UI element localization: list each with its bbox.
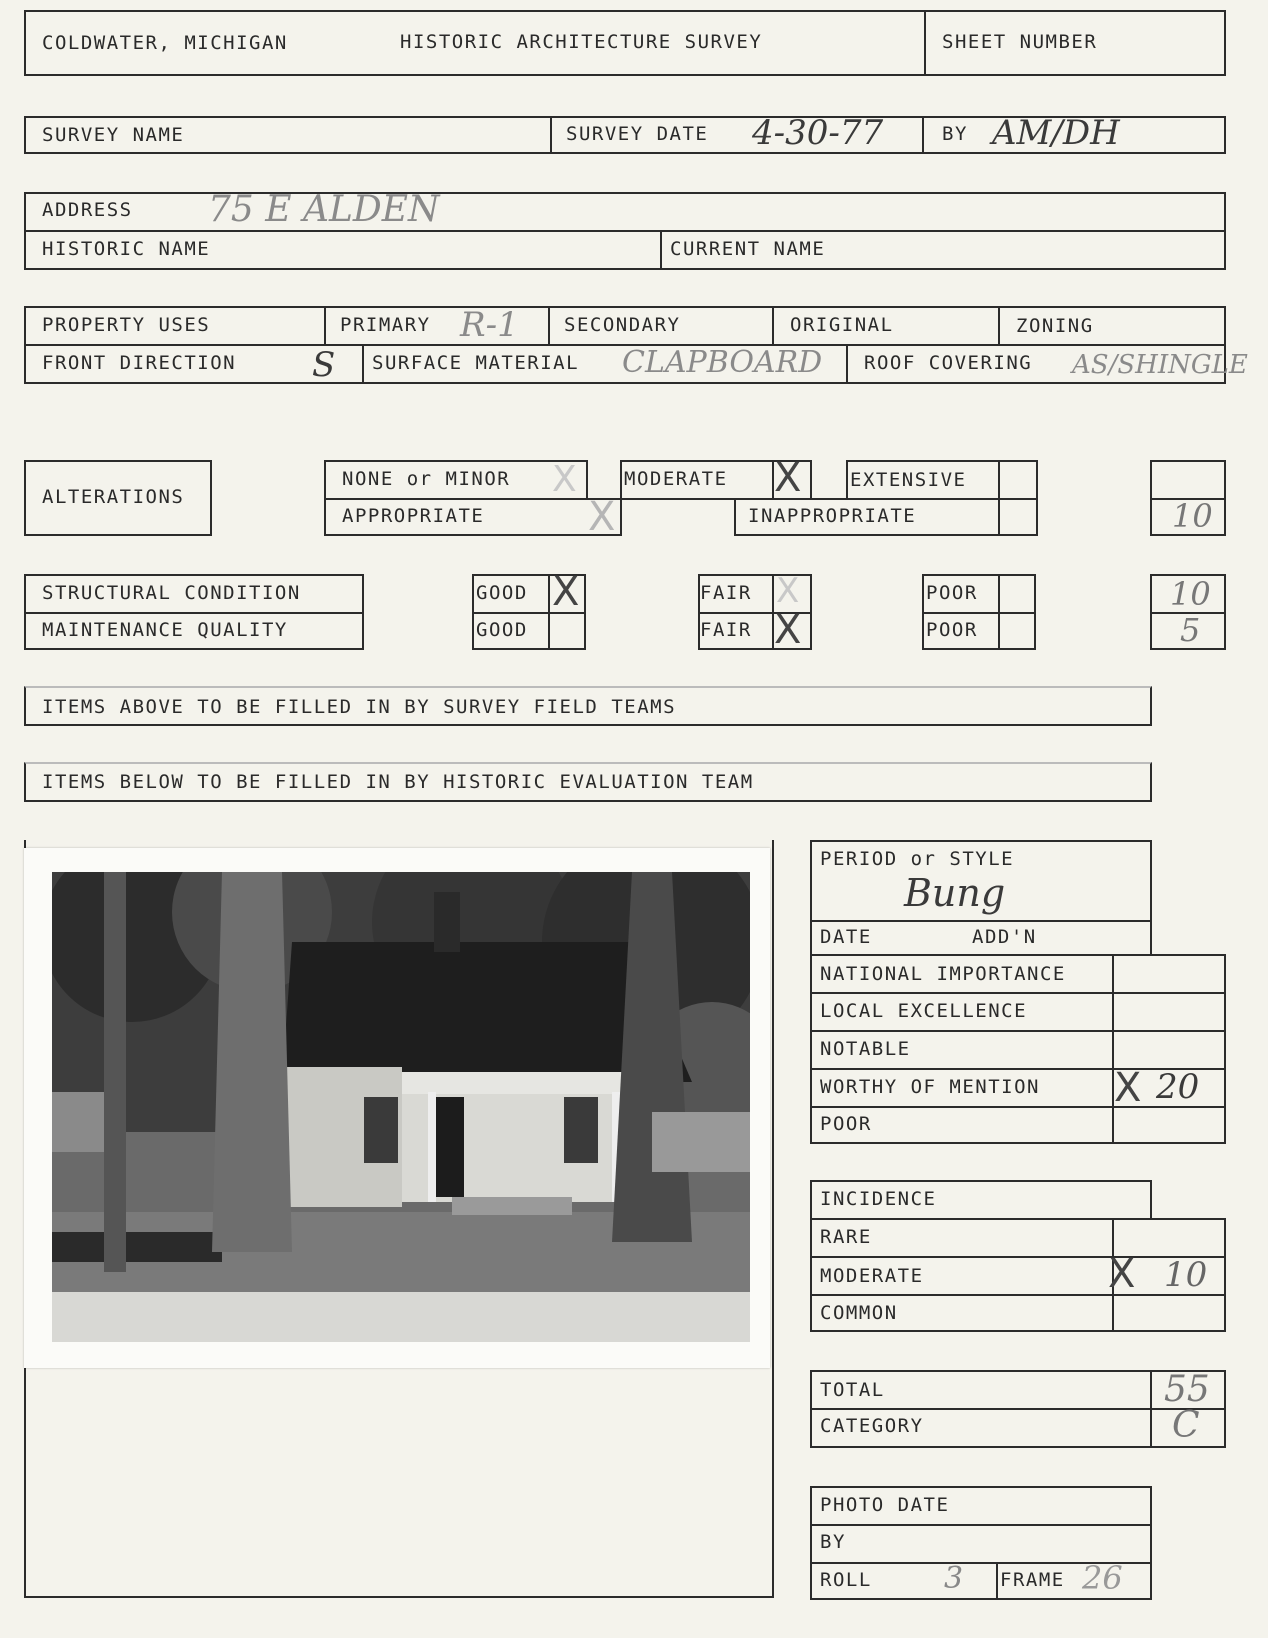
total-value: 55	[1164, 1369, 1210, 1410]
survey-date-label: SURVEY DATE	[566, 123, 709, 145]
roll-value: 3	[944, 1561, 964, 1596]
maintenance-fair-check: X	[774, 607, 802, 653]
worthy-of-mention-score: 20	[1156, 1067, 1200, 1107]
frame-label: FRAME	[1000, 1569, 1065, 1591]
survey-date-value: 4-30-77	[752, 113, 884, 153]
roll-label: ROLL	[820, 1569, 872, 1591]
alteration-none-minor-check: X	[552, 459, 577, 500]
category-label: CATEGORY	[820, 1415, 924, 1437]
frame-value: 26	[1082, 1559, 1123, 1597]
common-label: COMMON	[820, 1302, 898, 1324]
property-uses-label: PROPERTY USES	[42, 314, 211, 336]
roof-covering-value: AS/SHINGLE	[1072, 350, 1248, 380]
address-label: ADDRESS	[42, 199, 133, 221]
alteration-none-minor: NONE or MINOR	[342, 468, 511, 490]
addn-label: ADD'N	[972, 926, 1037, 948]
current-name-label: CURRENT NAME	[670, 238, 826, 260]
address-value: 75 E ALDEN	[208, 189, 440, 230]
alteration-appropriate-check: X	[588, 494, 616, 540]
period-style-label: PERIOD or STYLE	[820, 848, 1015, 870]
poor-importance-label: POOR	[820, 1113, 872, 1135]
secondary-label: SECONDARY	[564, 314, 681, 336]
structural-fair-label: FAIR	[700, 582, 752, 604]
category-value: C	[1172, 1405, 1200, 1446]
original-label: ORIGINAL	[790, 314, 894, 336]
photo-by-label: BY	[820, 1531, 846, 1553]
maintenance-fair-label: FAIR	[700, 619, 752, 641]
house-photo-image	[52, 872, 750, 1342]
worthy-of-mention-check: X	[1114, 1065, 1142, 1111]
maintenance-good-label: GOOD	[476, 619, 528, 641]
incidence-moderate-score: 10	[1164, 1255, 1208, 1295]
alteration-moderate: MODERATE	[624, 468, 728, 490]
structural-poor-label: POOR	[926, 582, 978, 604]
surveyed-by-value: AM/DH	[992, 113, 1120, 153]
incidence-label: INCIDENCE	[820, 1188, 937, 1210]
total-label: TOTAL	[820, 1379, 885, 1401]
alteration-moderate-check: X	[774, 455, 802, 501]
worthy-of-mention-label: WORTHY OF MENTION	[820, 1076, 1040, 1098]
local-excellence-label: LOCAL EXCELLENCE	[820, 1000, 1028, 1022]
structural-good-label: GOOD	[476, 582, 528, 604]
sheet-number-label: SHEET NUMBER	[942, 31, 1098, 53]
structural-fair-check: X	[776, 571, 800, 611]
period-style-value: Bung	[904, 871, 1006, 915]
surveyed-by-label: BY	[942, 123, 968, 145]
notable-label: NOTABLE	[820, 1038, 911, 1060]
alteration-appropriate: APPROPRIATE	[342, 505, 485, 527]
zoning-label: ZONING	[1016, 315, 1094, 337]
alteration-inappropriate: INAPPROPRIATE	[748, 505, 917, 527]
incidence-moderate-check: X	[1108, 1251, 1136, 1297]
historic-name-label: HISTORIC NAME	[42, 238, 211, 260]
date-label: DATE	[820, 926, 872, 948]
survey-name-label: SURVEY NAME	[42, 124, 185, 146]
notes-above-text: ITEMS ABOVE TO BE FILLED IN BY SURVEY FIELD TEAMS	[42, 696, 677, 718]
maintenance-poor-label: POOR	[926, 619, 978, 641]
roof-covering-label: ROOF COVERING	[864, 352, 1033, 374]
primary-value: R-1	[460, 305, 519, 345]
front-direction-value: S	[312, 345, 336, 385]
alterations-score: 10	[1172, 497, 1213, 535]
maintenance-score: 5	[1180, 611, 1201, 649]
maintenance-quality-label: MAINTENANCE QUALITY	[42, 619, 288, 641]
notes-below-text: ITEMS BELOW TO BE FILLED IN BY HISTORIC EVALUATION TEAM	[42, 771, 754, 793]
surface-material-value: CLAPBOARD	[622, 345, 823, 380]
house-photograph	[52, 872, 750, 1342]
structural-condition-label: STRUCTURAL CONDITION	[42, 582, 301, 604]
form-title: HISTORIC ARCHITECTURE SURVEY	[400, 31, 763, 53]
city-name: COLDWATER, MICHIGAN	[42, 32, 288, 54]
alteration-extensive: EXTENSIVE	[850, 469, 967, 491]
surface-material-label: SURFACE MATERIAL	[372, 352, 580, 374]
national-importance-label: NATIONAL IMPORTANCE	[820, 963, 1066, 985]
rare-label: RARE	[820, 1226, 872, 1248]
incidence-moderate-label: MODERATE	[820, 1265, 924, 1287]
photo-date-label: PHOTO DATE	[820, 1494, 950, 1516]
structural-good-check: X	[552, 569, 580, 615]
structural-score: 10	[1170, 575, 1211, 613]
front-direction-label: FRONT DIRECTION	[42, 352, 237, 374]
alterations-label: ALTERATIONS	[42, 486, 185, 508]
primary-label: PRIMARY	[340, 314, 431, 336]
